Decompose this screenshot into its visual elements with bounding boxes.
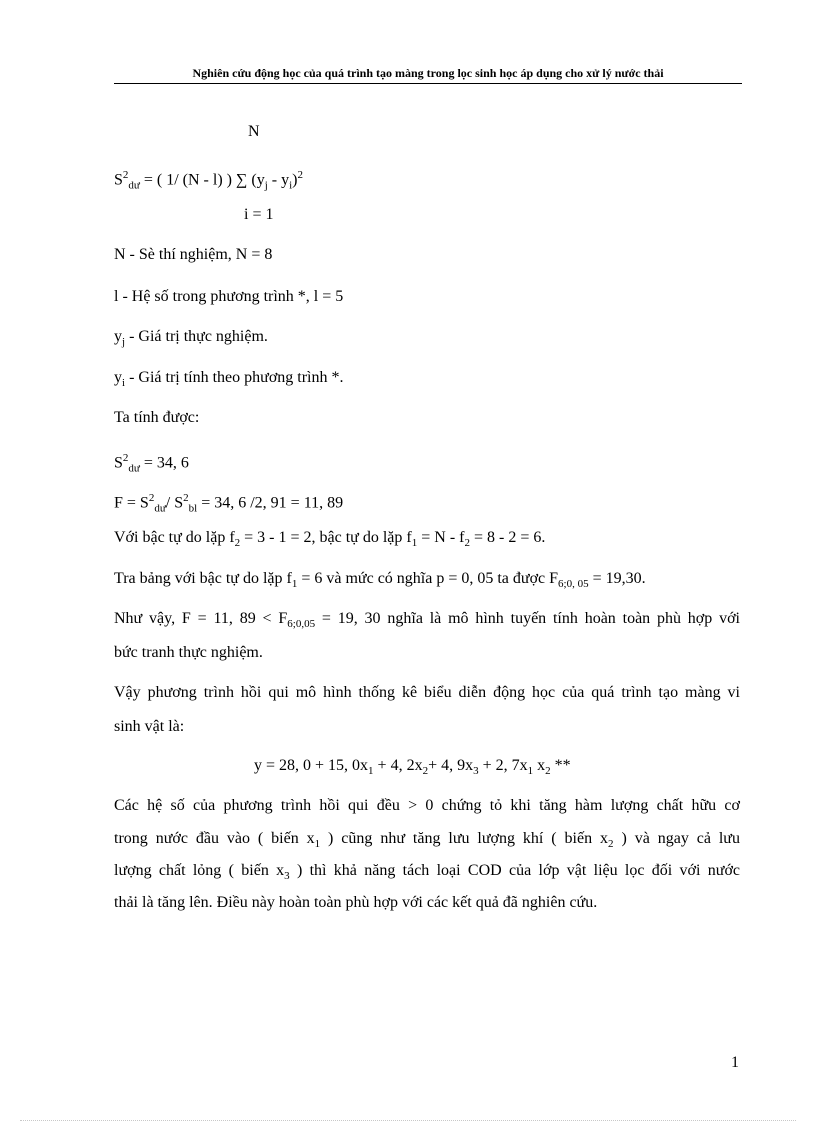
- paragraph-line-1: Các hệ số của phương trình hồi qui đều > 0 chứng tỏ khi tăng hàm lượng chất hữu cơ: [114, 797, 740, 814]
- yj-definition: $y_j$ - Giá trị thực nghiệm.: [114, 328, 268, 349]
- page-number: 1: [731, 1054, 739, 1071]
- regression-intro-line-2: sinh vật là:: [114, 718, 185, 735]
- n-definition: N - Sè thí nghiệm, N = 8: [114, 246, 273, 263]
- paragraph-line-2: trong nước đầu vào ( biến $x_1$ ) cũng như tăng lưu lượng khí ( biến $x_2$ ) và ngay cả lưu: [114, 830, 740, 851]
- conclusion-line-1: Như vậy, F = 11, $89 < F_{6;0,05} = 19$, 30 nghĩa là mô hình tuyến tính hoàn toàn phù hợp với: [114, 610, 740, 631]
- page-bottom-border: [20, 1120, 796, 1121]
- paragraph-line-3: lượng chất lỏng ( biến $x_3$ ) thì khả năng tách loại COD của lớp vật liệu lọc đối với nước: [114, 862, 741, 883]
- f-ratio: $F = S^2_{dư}/$ $S^2_{bl} = 34$, 6 /2, 91 = 11, 89: [114, 492, 344, 515]
- l-definition: l - Hệ số trong phương trình *, l = 5: [114, 288, 344, 305]
- sum-upper-limit: N: [248, 123, 260, 140]
- page-header: Nghiên cứu động học của quá trình tạo màng trong lọc sinh học áp dụng cho xử lý nước thải: [114, 66, 742, 84]
- yi-definition: $y_i$ - Giá trị tính theo phương trình *.: [114, 369, 344, 390]
- regression-intro-line-1: Vậy phương trình hồi qui mô hình thống kê biểu diễn động học của quá trình tạo màng vi: [114, 684, 740, 701]
- regression-equation: y = 28, 0 + 15, $0x_1 + 4$, $2x_2+ 4$, $9x_3 + 2$, $7x_1$ $x_2$ **: [254, 757, 571, 778]
- sum-lower-limit: i = 1: [244, 206, 274, 223]
- table-lookup: Tra bảng với bậc tự do lặp $f_1 = 6$ và mức có nghĩa p = 0, 05 ta được $F_{6;0, 05} = 19,30$.: [114, 570, 646, 591]
- paragraph-line-4: thải là tăng lên. Điều này hoàn toàn phù hợp với các kết quả đã nghiên cứu.: [114, 894, 598, 911]
- variance-result: $S^2_{dư} = 34$, 6: [114, 452, 189, 475]
- variance-formula: $S^2_{dư}$ = ( 1/ (N - l) ) ∑ $(y_j - y_i)^2$: [114, 169, 303, 192]
- conclusion-line-2: bức tranh thực nghiệm.: [114, 644, 263, 661]
- calc-intro: Ta tính được:: [114, 409, 200, 426]
- degrees-of-freedom: Với bậc tự do lặp $f_2 = 3 - 1 = 2$, bậc tự do lặp $f_1 = N - f_2 = 8 - 2 = 6$.: [114, 529, 546, 550]
